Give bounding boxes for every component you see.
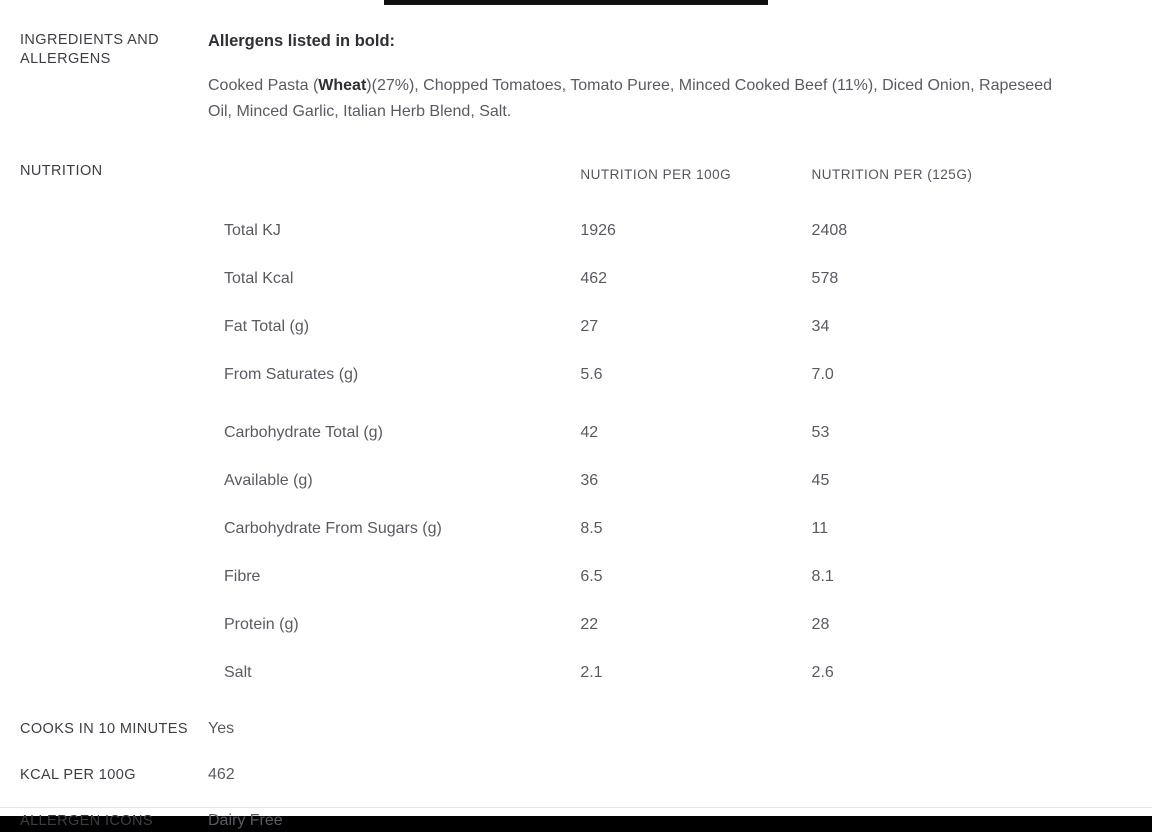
nutrition-value	[208, 162, 1152, 700]
nutrition-table	[208, 162, 1108, 700]
nutrition-col-header-per-100g: NUTRITION PER 100G	[580, 167, 732, 182]
nutrition-row-per-100g: 42	[580, 424, 599, 441]
nutrition-row-name: Protein (g)	[224, 616, 299, 633]
nutrition-row-name: Total Kcal	[224, 270, 294, 287]
nutrition-row	[0, 125, 1152, 700]
ingredients-text-part1: Cooked Pasta (	[208, 77, 319, 94]
nutrition-row-per-100g: 8.5	[580, 520, 603, 537]
nutrition-row-name: Carbohydrate From Sugars (g)	[224, 520, 442, 537]
table-row	[208, 306, 1108, 354]
bottom-divider	[0, 807, 1152, 808]
nutrition-col-header-blank	[208, 162, 580, 210]
nutrition-row-per-125g: 45	[811, 472, 830, 489]
nutrition-row-name: Fibre	[224, 568, 261, 585]
ingredients-label: INGREDIENTS AND ALLERGENS	[20, 32, 159, 67]
cooks-in-label: COOKS IN 10 MINUTES	[20, 721, 188, 737]
nutrition-row-per-100g: 1926	[580, 222, 616, 239]
nutrition-row-per-100g: 27	[580, 318, 599, 335]
ingredients-text-part2: )(27%), Chopped Tomatoes, Tomato Puree, Minced Cooked Beef (11%), Diced Onion, Rapeseed Oil, Minced Garlic, Italian Herb Blend, Salt.	[208, 77, 1052, 120]
nutrition-row-per-100g: 6.5	[580, 568, 603, 585]
table-row	[208, 604, 1108, 652]
table-row	[208, 652, 1108, 700]
nutrition-row-per-125g: 2.6	[811, 664, 834, 681]
nutrition-table-body	[208, 210, 1108, 700]
nutrition-row-per-125g: 11	[811, 520, 829, 537]
nutrition-row-name: Available (g)	[224, 472, 313, 489]
allergen-icons-row	[0, 810, 1152, 832]
allergen-icons-label: ALLERGEN ICONS	[20, 813, 153, 829]
nutrition-header-row	[208, 162, 1108, 210]
nutrition-label: NUTRITION	[20, 163, 103, 179]
table-row	[208, 258, 1108, 306]
nutrition-row-name: Total KJ	[224, 222, 281, 239]
nutrition-row-per-100g: 5.6	[580, 366, 603, 383]
table-row	[208, 402, 1108, 460]
nutrition-row-per-125g: 8.1	[811, 568, 834, 585]
nutrition-row-per-125g: 28	[811, 616, 830, 633]
ingredients-value	[208, 31, 1152, 125]
ingredients-and-allergens-row	[0, 5, 1152, 125]
nutrition-row-per-125g: 2408	[811, 222, 848, 239]
kcal-per-100g-value: 462	[208, 766, 235, 783]
ingredients-text	[208, 73, 1058, 125]
cooks-in-value: Yes	[208, 720, 235, 737]
nutrition-row-per-100g: 36	[580, 472, 599, 489]
nutrition-row-per-125g: 578	[811, 270, 839, 287]
allergen-icons-value: Dairy Free	[208, 812, 283, 829]
nutrition-col-header-per-125g: NUTRITION PER (125G)	[811, 167, 973, 182]
nutrition-row-per-125g: 53	[811, 424, 830, 441]
table-row	[208, 210, 1108, 258]
nutrition-row-name: Salt	[224, 664, 252, 681]
table-row	[208, 556, 1108, 604]
nutrition-row-per-125g: 7.0	[811, 366, 834, 383]
kcal-per-100g-label: KCAL PER 100G	[20, 767, 136, 783]
ingredients-bold-allergen: Wheat	[318, 77, 367, 94]
nutrition-row-name: From Saturates (g)	[224, 366, 359, 383]
allergens-heading: Allergens listed in bold:	[208, 32, 396, 50]
nutrition-row-per-100g: 2.1	[580, 664, 603, 681]
nutrition-row-name: Fat Total (g)	[224, 318, 310, 335]
nutrition-row-per-100g: 462	[580, 270, 608, 287]
kcal-per-100g-row	[0, 764, 1152, 786]
table-row	[208, 354, 1108, 402]
cooks-in-row	[0, 718, 1152, 740]
content-area	[0, 5, 1152, 829]
nutrition-row-per-125g: 34	[811, 318, 830, 335]
nutrition-row-per-100g: 22	[580, 616, 599, 633]
table-row	[208, 508, 1108, 556]
table-row	[208, 460, 1108, 508]
nutrition-table-head	[208, 162, 1108, 210]
nutrition-row-name: Carbohydrate Total (g)	[224, 424, 383, 441]
